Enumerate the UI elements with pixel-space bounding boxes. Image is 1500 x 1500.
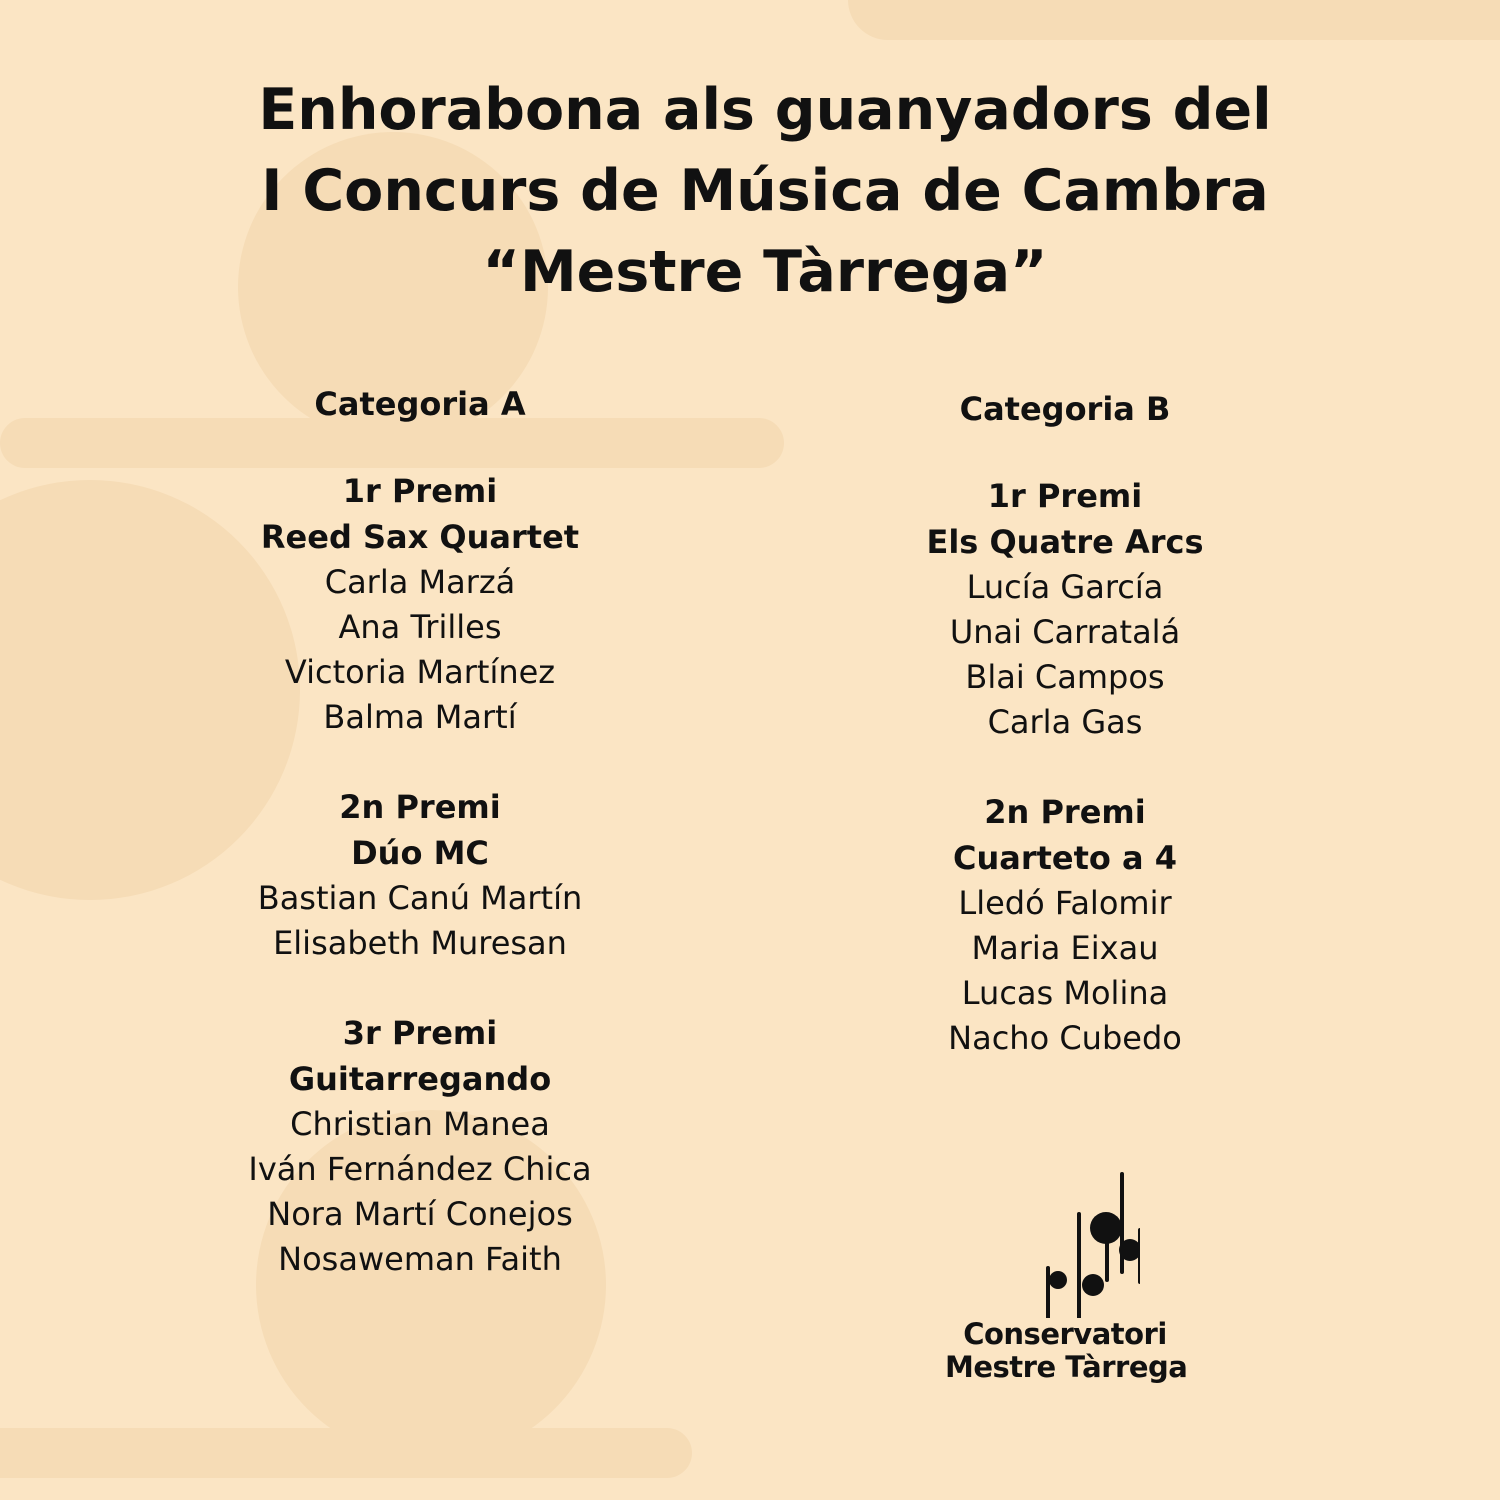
member-name: Unai Carratalá [949, 613, 1181, 651]
prize-block [220, 784, 620, 966]
category-heading: Categoria B [959, 390, 1171, 428]
decor-bar-bottom [0, 1428, 692, 1478]
member-name: Nacho Cubedo [948, 1019, 1182, 1057]
prize-block [865, 473, 1265, 745]
member-name: Balma Martí [323, 698, 517, 736]
member-name: Ana Trilles [338, 608, 502, 646]
member-name: Nora Martí Conejos [267, 1195, 573, 1233]
prize-title: 1r Premi [342, 472, 498, 510]
member-name: Victoria Martínez [284, 653, 556, 691]
member-name: Nosaweman Faith [278, 1240, 562, 1278]
member-name: Christian Manea [290, 1105, 550, 1143]
category-heading: Categoria A [314, 385, 526, 423]
member-name: Blai Campos [965, 658, 1165, 696]
prize-title: 2n Premi [984, 793, 1146, 831]
member-name: Maria Eixau [971, 929, 1159, 967]
group-name: Reed Sax Quartet [260, 518, 580, 556]
conservatori-logo [945, 1168, 1188, 1384]
prize-block [220, 468, 620, 740]
group-name: Dúo MC [351, 834, 489, 872]
logo-line: Conservatori [963, 1317, 1167, 1351]
title-line: Enhorabona als guanyadors del [258, 77, 1272, 143]
group-name: Els Quatre Arcs [926, 523, 1204, 561]
prize-title: 1r Premi [987, 477, 1143, 515]
group-name: Cuarteto a 4 [952, 839, 1178, 877]
logo-line: Mestre Tàrrega [945, 1350, 1188, 1384]
member-name: Iván Fernández Chica [248, 1150, 592, 1188]
page-title [0, 70, 1500, 313]
prize-block [865, 789, 1265, 1061]
decor-bar-top [848, 0, 1500, 40]
member-name: Lucía García [966, 568, 1164, 606]
member-name: Elisabeth Muresan [273, 924, 567, 962]
member-name: Carla Gas [987, 703, 1143, 741]
category-b-column [865, 383, 1265, 1105]
prize-title: 2n Premi [339, 788, 501, 826]
member-name: Lledó Falomir [958, 884, 1172, 922]
title-line: I Concurs de Música de Cambra [261, 158, 1269, 224]
member-name: Carla Marzá [324, 563, 516, 601]
member-name: Lucas Molina [961, 974, 1169, 1012]
category-a-column [220, 378, 620, 1326]
group-name: Guitarregando [288, 1060, 552, 1098]
member-name: Bastian Canú Martín [257, 879, 583, 917]
prize-title: 3r Premi [342, 1014, 498, 1052]
title-line: “Mestre Tàrrega” [482, 239, 1048, 305]
music-notes-icon [990, 1168, 1140, 1318]
prize-block [220, 1010, 620, 1282]
